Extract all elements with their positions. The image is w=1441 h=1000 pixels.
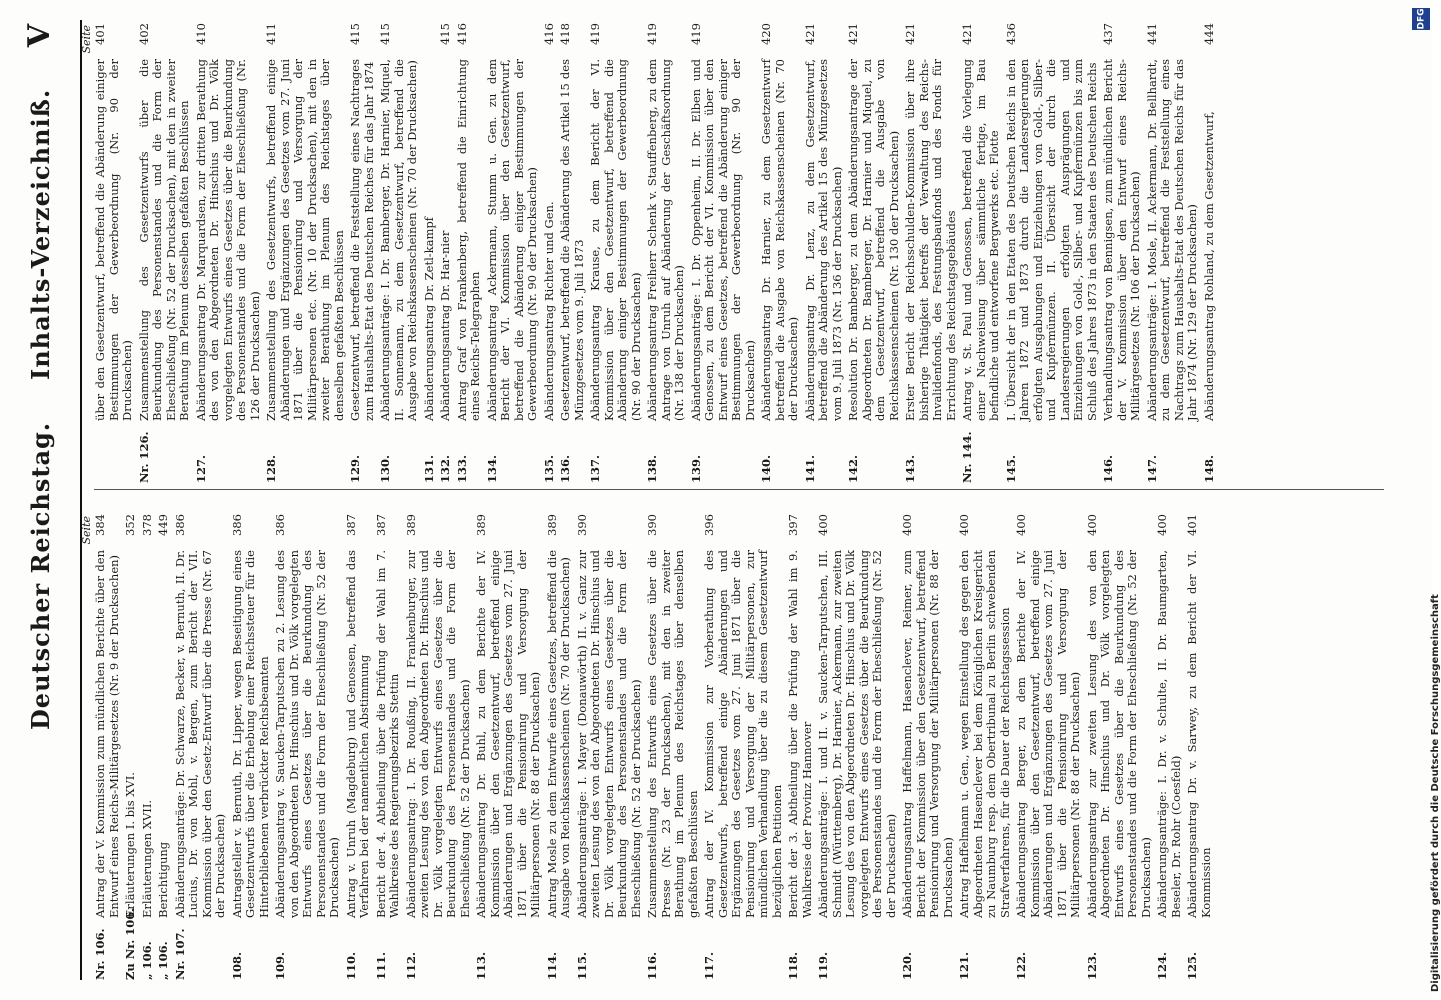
index-entry [265,23,346,483]
entry-page-number: 352 [123,514,137,536]
entry-page-number: 396 [702,514,716,536]
entry-title: über den Gesetzentwurf, betreffend die Abänderung einiger Bestimmungen der Gewerbeordnung (Nr. 90 der Drucksachen) [93,59,134,421]
entry-title: Abänderungsanträge: I. Dr. Bamberger, Dr. Harnier, Miquel, II. Sonnemann, zu dem Gesetzentwurf, betreffend die Ausgabe von Reichskassenscheinen (Nr. 70 der Drucksachen) [378,59,419,421]
index-entry [486,23,540,483]
entry-number: 133. [454,454,469,483]
seite-label-left: Seite [80,516,93,545]
entry-title: Erster Bericht der Reichsschulden-Kommission über ihre bisherige Thätigkeit betreffs der Verwaltung des Reichs-Invalidenfonds, des Festungsbaufonds und des Fonds für Errichtung des Reichstagsgebäudes [903,59,958,421]
entry-page-number: 419 [645,23,659,45]
entry-title: Abänderungsantrag Dr. Zetl-kampf [421,216,436,421]
entry-number: 147. [1144,454,1159,483]
index-entry [1146,23,1200,483]
entry-number: 142. [846,454,860,483]
index-entry [1203,23,1217,483]
entry-number: 112. [403,951,418,980]
index-entry [456,23,483,483]
entry-number: 119. [816,951,830,980]
entry-title: Abänderungsantrag Dr. Marquardsen, zur dritten Berathung des von den Abgeordneten Dr. Hinschius und Dr. Völk vorgelegten Entwurfs eines Gesetzes über die Beurkundung des Personenstandes und die Form der Eheschließung (Nr. 126 der Drucksachen) [193,59,262,421]
entry-title: Abänderungsanträge: Dr. Schwarze, Becker, v. Bernuth, II. Dr. Lucius, Dr. von Mohl, v. Bergen, zum Bericht der VII. Kommission über den Gesetz-Entwurf über die Presse (Nr. 67 der Drucksachen) [172,550,227,918]
entry-page-number: 387 [343,514,358,536]
entry-number: „ 106. [139,941,154,980]
index-entry [1015,514,1083,980]
entry-page-number: 389 [403,514,418,536]
entry-number: 124. [1155,951,1169,980]
index-entry [345,514,372,980]
index-entry [760,23,801,483]
entry-number: 134. [484,454,499,483]
entry-title: Abänderungsantrag: I. Dr. Roußing, II. Frankenburger, zur zweiten Lesung des von den Abgeordneten Dr. Hinschius und Dr. Völk vorgelegten Entwurfs eines Gesetzes über die Beurkundung des Personenstandes und die Form der Eheschließung (Nr. 52 der Drucksachen) [403,550,472,918]
entry-title: I. Übersicht der in den Etaten des Deutschen Reichs in den Jahren 1872 und 1873 durch die Landesregierungen erfolgten Ausgabungen und Einziehungen von Gold-, Silber- und Kupfermünzen. II. Übersicht der durch die Landesregierungen erfolgten Ausprägungen und Einziehungen von Gold-, Silber- und Kupfermünzen bis zum Schluß des Jahres 1873 in den Staaten des Deutschen Reichs [1003,59,1099,421]
entry-page-number: 421 [846,23,860,45]
dfg-logo-text: DFG [1416,8,1427,30]
entry-title: Abänderungsanträge: I. Dr. v. Schulte, II. Dr. Baumgarten, Beseler, Dr. Rohr (Coesfeld) [1155,550,1183,918]
index-entry [847,23,901,483]
entry-title: Antrag der V. Kommission zum mündlichen Berichte über den Entwurf eines Reichs-Militärgesetzes (Nr. 9 der Drucksachen) [93,550,121,918]
entry-title: Gesetzentwurf, betreffend die Feststellung eines Nachtrages zum Haushalts-Etat des Deutschen Reiches für das Jahr 1874 [348,59,376,421]
index-entry [405,514,473,980]
entry-page-number: 449 [156,514,170,536]
left-page-title: Deutscher Reichstag. [26,421,55,730]
entry-title: Antrag Graf von Frankenberg, betreffend die Einrichtung eines Reichs-Telegraphen [454,59,482,421]
entry-page-number: 421 [903,23,917,45]
index-entry [439,23,453,483]
entry-number: 132. [438,454,452,483]
index-entry [379,23,420,483]
entry-title: Erläuterungen XVII. [139,799,154,918]
index-entry [1186,514,1213,980]
index-entry [231,514,272,980]
index-entry [141,514,155,980]
entry-title: Zusammenstellung des Entwurfs eines Gesetzes über die Presse (Nr. 23 der Drucksachen), mit den in zweiter Berathung im Plenum des Reichstages über denselben gefaßten Beschlüssen [645,550,700,918]
entry-number: Nr. 107. [172,928,187,980]
entry-number: 135. [541,454,556,483]
entry-number: 138. [645,454,659,483]
entry-number: 128. [264,454,278,483]
entry-number: 146. [1101,454,1115,483]
entry-number: 127. [193,454,208,483]
entry-number: 148. [1201,454,1216,483]
entry-title: Abänderungsantrag Ackermann, Stumm u. Gen. zu dem Bericht der VI. Kommission über den Gesetzentwurf, betreffend die Abänderung einiger Bestimmungen der Gewerbeordnung (Nr. 90 der Drucksachen) [484,59,539,421]
index-entry [901,514,955,980]
index-entry [646,23,687,483]
entry-page-number: 436 [1003,23,1018,45]
entry-title: Resolution Dr. Bamberger, zu dem Abänderungsantrage der Abgeordneten Dr. Bamberger, Dr. Harnier und Miquel, zu dem Gesetzentwurf, betreffend die Ausgabe von Reichskassenscheinen (Nr. 130 der Drucksachen) [846,59,901,421]
entry-page-number: 444 [1201,23,1216,45]
entry-number: Zu Nr. 106. [123,907,137,980]
index-entry [1102,23,1143,483]
index-entry [804,23,845,483]
index-entry [138,23,192,483]
entry-page-number: 420 [759,23,773,45]
entry-number: 118. [786,951,800,980]
entry-page-number: 437 [1101,23,1115,45]
entry-number: 122. [1014,951,1028,980]
dfg-logo [1412,8,1430,30]
entry-page-number: 397 [786,514,800,536]
entry-page-number: 415 [348,23,362,45]
entry-title: Antrag Haffelmann u. Gen., wegen Einstellung des gegen den Abgeordneten Hasenclever bei dem Königlichen Kreisgericht zu Naumburg resp. dem Obertribunal zu Berlin schwebenden Strafverfahrens, für die Dauer der Reichstagssession [957,550,1012,918]
entry-number: 137. [588,454,602,483]
entry-page-number: 400 [1014,514,1028,536]
index-entry [646,514,700,980]
entry-number: 111. [373,951,388,980]
roman-page-number: V [22,24,57,48]
left-entry-list [94,514,1213,980]
entry-title: Abänderungsantrag Dr. Lenz, zu dem Gesetzentwurf, betreffend die Abänderung des Artikel 15 des Münzgesetzes vom 9. Juli 1873 (Nr. 136 der Drucksachen) [802,59,844,421]
entry-number: Nr. 144. [960,431,974,483]
entry-number: 114. [544,951,559,980]
entry-page-number: 378 [139,514,154,536]
entry-page-number: 400 [957,514,971,536]
index-entry [1086,514,1154,980]
entry-page-number: 441 [1144,23,1159,45]
entry-page-number: 415 [378,23,392,45]
entry-title: Bericht der 4. Abtheilung über die Prüfung der Wahl im 7. Wahlkreise des Regierungsbezirks Stettin [373,550,401,918]
entry-number: 140. [759,454,773,483]
entry-title: Erläuterungen I. bis XVI. [123,772,137,918]
entry-number: 125. [1185,951,1199,980]
entry-title: Abänderungsantrag Dr. Harnier, zu dem Gesetzentwurf betreffend die Ausgabe von Reichskassenscheinen (Nr. 70 der Drucksachen) [759,59,800,421]
entry-title: Abänderungsantrag Haffelmann, Hasenclever, Reimer, zum Bericht der Kommission über den Gesetzentwurf, betreffend Pensionirung und Versorgung der Militärpersonen (Nr. 88 der Drucksachen) [900,550,955,918]
index-entry [787,514,814,980]
entry-page-number: 400 [1084,514,1099,536]
index-entry [157,514,171,980]
entry-page-number: 421 [802,23,817,45]
entry-page-number: 387 [373,514,388,536]
index-entry [195,23,263,483]
index-entry [690,23,758,483]
running-head [20,20,82,980]
digitization-credit: Digitalisierung gefördert durch die Deutsche Forschungsgemeinschaft [1430,594,1441,992]
index-entry [375,514,402,980]
entry-title: Abänderungsantrag Berger, zu dem Berichte der IV. Kommission über den Gesetzentwurf, betreffend einige Abänderungen und Ergänzungen des Gesetzes vom 27. Juni 1871 über die Pensionirung und Versorgung der Militärpersonen (Nr. 88 der Drucksachen) [1014,550,1082,918]
entry-title: Verhandlungsantrag von Bennigsen, zum mündlichen Bericht der V. Kommission über den Entwurf eines Reichs-Militärgesetzes (Nr. 106 der Drucksachen) [1101,59,1142,421]
entry-page-number: 418 [558,23,572,45]
entry-page-number: 384 [93,514,107,536]
entry-number: 116. [645,951,659,980]
entry-page-number: 419 [588,23,602,45]
entry-title: Gesetzentwurf, betreffend die Abänderung des Artikel 15 des Münzgesetzes vom 9. Juli 1873 [558,59,586,421]
entry-number: 141. [802,454,817,483]
entry-page-number: 386 [172,514,187,536]
seite-label-right: Seite [80,25,93,54]
index-entry [1005,23,1100,483]
index-entry [543,23,557,483]
entry-number: 108. [229,951,244,980]
entry-number: 143. [903,454,917,483]
entry-page-number: 389 [474,514,488,536]
index-entry [174,514,228,980]
entry-page-number: 401 [1185,514,1199,536]
index-entry [349,23,376,483]
index-entry [958,514,1012,980]
index-entry [904,23,958,483]
right-entry-list [94,23,1216,483]
entry-number: 120. [900,951,914,980]
entry-page-number: 416 [454,23,469,45]
entry-title: Abänderungsantrag Richter und Gen. [541,201,556,421]
index-entry [961,23,1002,483]
right-column [80,23,1384,490]
entry-number: Nr. 126. [136,431,151,483]
entry-title: Antrag v. Unruh (Magdeburg) und Genossen, betreffend das Verfahren bei der namentlichen Abstimmung [343,550,371,918]
index-entry [589,23,643,483]
index-entry [546,514,573,980]
entry-title: Abänderungsantrag Freiherr Schenk v. Stauffenberg, zu dem Antrage von Unruh auf Abänderung der Geschäftsordnung (Nr. 138 der Drucksachen) [645,59,686,421]
index-entry [559,23,586,483]
entry-title: Abänderungsantrag Dr. v. Sarwey, zu dem Bericht der VI. Kommission [1185,550,1213,918]
entry-page-number: 415 [438,23,452,45]
index-entry [423,23,437,483]
left-column [80,514,1384,980]
index-entry [1156,514,1183,980]
entry-number: 131. [421,454,436,483]
entry-title: Abänderungsantrag Krause, zu dem Bericht der VI. Kommission über den Gesetzentwurf, betreffend die Abänderung einiger Bestimmungen der Gewerbeordnung (Nr. 90 der Drucksachen) [588,59,643,421]
index-entry [475,514,543,980]
index-entry [817,514,898,980]
right-page-title: Inhalts-Verzeichniß. [26,88,55,380]
index-entry [274,514,342,980]
entry-number: 113. [474,951,488,980]
entry-number: 130. [378,454,392,483]
entry-number: 115. [574,951,589,980]
entry-number: 121. [957,951,971,980]
entry-title: Abänderungsanträge: I. Dr. Oppenheim, II. Dr. Elben und Genossen, zu dem Bericht der VI. Kommission über den Entwurf eines Gesetzes, betreffend die Abänderung einiger Bestimmungen der Gewerbeordnung (Nr. 90 der Drucksachen) [688,59,757,421]
entry-title: Abänderungsantrag v. Saucken-Tarputschen zu 2. Lesung des von den Abgeordneten Dr. Hinschius und Dr. Völk vorgelegten Entwurfs eines Gesetzes über die Beurkundung des Personenstandes und die Form der Eheschließung (Nr. 52 der Drucksachen) [273,550,341,918]
entry-page-number: 421 [960,23,974,45]
entry-number: 129. [348,454,362,483]
entry-page-number: 386 [229,514,244,536]
entry-page-number: 400 [816,514,830,536]
entry-title: Abänderungsantrag Rohland, zu dem Gesetzentwurf, [1201,111,1216,421]
entry-number: 136. [558,454,572,483]
entry-number: „ 106. [156,941,170,980]
entry-page-number: 402 [136,23,151,45]
entry-page-number: 386 [273,514,287,536]
entry-number: 110. [343,951,358,980]
entry-page-number: 411 [264,23,278,45]
entry-page-number: 416 [541,23,556,45]
entry-title: Abänderungsanträge: I. Mayer (Donauwörth) II. v. Ganz zur zweiten Lesung des von den Abgeordneten Dr. Hinschius und Dr. Völk vorgelegten Entwurfs eines Gesetzes über die Beurkundung des Personenstandes und die Form der Eheschließung (Nr. 52 der Drucksachen) [574,550,643,918]
index-entry [94,514,121,980]
entry-page-number: 401 [93,23,107,45]
entry-page-number: 400 [900,514,914,536]
entry-title: Antrag der IV. Kommission zur Vorberathung des Gesetzentwurfs, betreffend einige Abänderungen und Ergänzungen des Gesetzes vom 27. Juni 1871 über die Pensionirung und Versorgung der Militärpersonen, zur mündlichen Verhandlung über die zu diesem Gesetzentwurf bezüglichen Petitionen [702,550,784,918]
entry-number: 117. [702,951,716,980]
entry-title: Zusammenstellung des Gesetzentwurfs, betreffend einige Abänderungen und Ergänzungen des Gesetzes vom 27. Juni 1871 über die Pensionirung und Versorgung der Militärpersonen etc. (Nr. 10 der Drucksachen), mit den in zweiter Berathung im Plenum des Reichstages über denselben gefaßten Beschlüssen [264,59,346,421]
index-entry [94,23,135,483]
entry-page-number: 419 [688,23,703,45]
entry-title: Abänderungsantrag Dr. Buhl, zu dem Berichte der IV. Kommission über den Gesetzentwurf, betreffend einige Abänderungen und Ergänzungen des Gesetzes vom 27. Juni 1871 über die Pensionirung und Versorgung der Militärpersonen (Nr. 88 der Drucksachen) [474,550,542,918]
entry-number: Nr. 106. [93,928,107,980]
entry-number: 109. [273,951,287,980]
index-entry [124,514,138,980]
entry-page-number: 410 [193,23,208,45]
entry-title: Antrag v. St. Paul und Genossen, betreffend die Vorlegung einer Nachweisung über sämmtliche fertige, im Bau befindliche und entworfene Bergwerks etc. Flotte [960,59,1001,421]
entry-page-number: 390 [645,514,659,536]
entry-page-number: 400 [1155,514,1169,536]
entry-title: Antragsteller v. Bernuth, Dr. Lipper, wegen Beseitigung eines Gesetzentwurfs über die Erhebung einer Reichssteuer für die Hinterbliebenen verbrückter Reichsbeamten [229,550,271,918]
entry-title: Abänderungsantrag Dr. Har-nier [438,230,452,421]
entry-number: 139. [688,454,703,483]
entry-title: Bericht der 3. Abtheilung über die Prüfung der Wahl im 9. Wahlkreise der Provinz Hannover [786,550,814,918]
entry-title: Zusammenstellung des Gesetzentwurfs über die Beurkundung des Personenstandes und die Form der Eheschließung (Nr. 52 der Drucksachen), mit den in zweiter Berathung im Plenum desselben gefaßten Beschlüssen [136,59,191,421]
entry-title: Abänderungsanträge: I. und II. v. Saucken-Tarputschen, III. Schmidt (Württemberg), Dr. Harnier, Ackermann, zur zweiten Lesung des von den Abgeordneten Dr. Hinschius und Dr. Völk vorgelegten Entwurfs eines Gesetzes über die Beurkundung des Personenstandes und die Form der Eheschließung (Nr. 52 der Drucksachen) [816,550,898,918]
entry-page-number: 390 [574,514,589,536]
entry-title: Berichtigung [156,841,170,918]
index-entry [576,514,644,980]
entry-page-number: 389 [544,514,559,536]
entry-number: 145. [1003,454,1018,483]
index-entry [703,514,784,980]
entry-title: Abänderungsanträge: I. Mosle, II. Ackermann, Dr. Bellhardt, zu dem Gesetzentwurf, betreffend die Feststellung eines Nachtrags zum Haushalts-Etat des Deutschen Reichs für das Jahr 1874 (Nr. 129 der Drucksachen) [1144,59,1199,421]
entry-title: Abänderungsantrag zur zweiten Lesung des von den Abgeordneten Dr. Hinschius und Dr. Völk vorgelegten Entwurfs eines Gesetzes über die Beurkundung des Personenstandes und die Form der Eheschließung (Nr. 52 der Drucksachen) [1084,550,1153,918]
rotated-index-page [20,20,1400,980]
entry-number: 123. [1084,951,1099,980]
entry-title: Antrag Mosle zu dem Entwurfe eines Gesetzes, betreffend die Ausgabe von Reichskassenscheinen (Nr. 70 der Drucksachen) [544,550,572,918]
